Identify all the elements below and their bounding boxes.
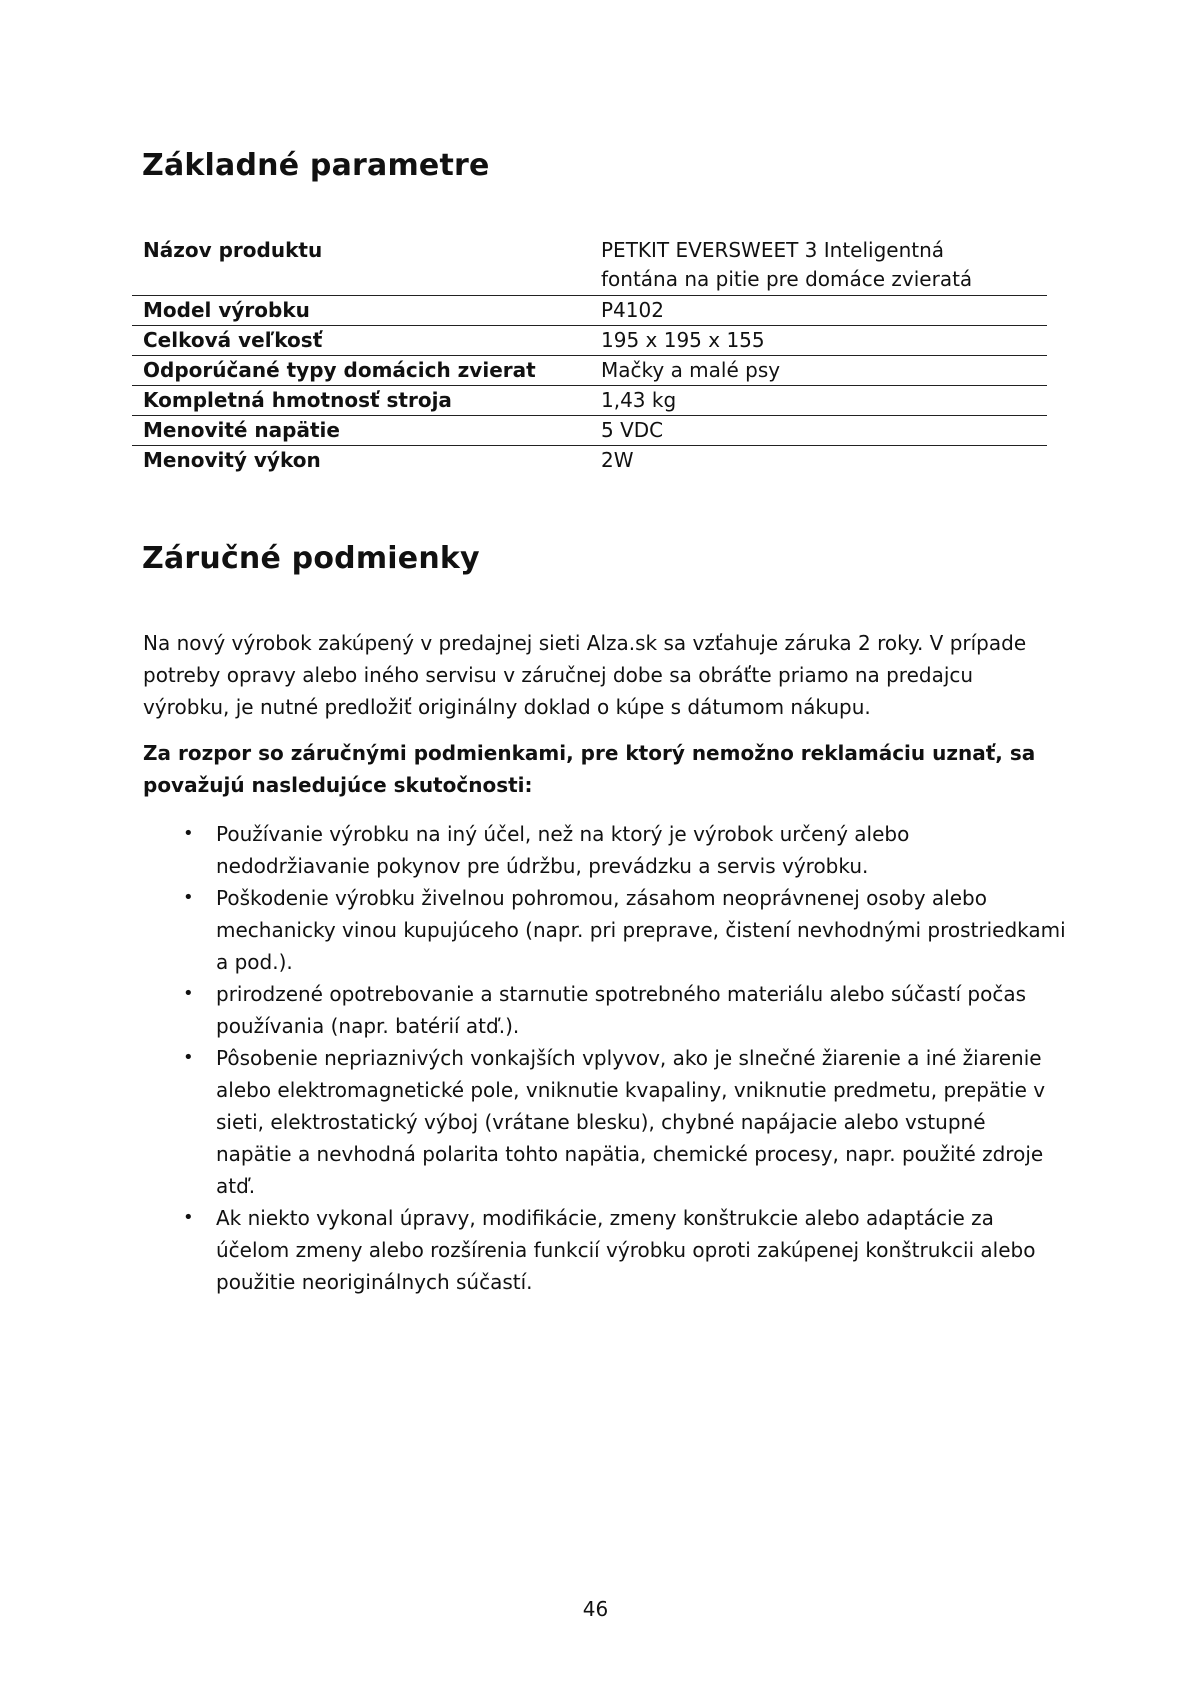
param-label: Menovitý výkon bbox=[143, 448, 321, 472]
list-item bbox=[0, 978, 1066, 1042]
section-title-parameters: Základné parametre bbox=[142, 148, 490, 183]
list-item bbox=[0, 818, 1066, 882]
list-item bbox=[0, 882, 1066, 978]
list-item-text: Používanie výrobku na iný účel, než na ktorý je výrobok určený alebo nedodržiavanie pokynov pre údržbu, prevádzku a servis výrobku. bbox=[216, 822, 910, 878]
list-item-text: Ak niekto vykonal úpravy, modifikácie, zmeny konštrukcie alebo adaptácie za účelom zmeny alebo rozšírenia funkcií výrobku oproti zakúpenej konštrukcii alebo použitie neoriginálnych súčastí. bbox=[216, 1206, 1036, 1294]
table-row bbox=[132, 446, 1047, 476]
list-item-text: prirodzené opotrebovanie a starnutie spotrebného materiálu alebo súčastí počas používania (napr. batérií atď.). bbox=[216, 982, 1027, 1038]
param-value: 195 x 195 x 155 bbox=[601, 328, 765, 352]
table-row bbox=[132, 356, 1047, 386]
param-label: Celková veľkosť bbox=[143, 328, 323, 352]
param-value: 1,43 kg bbox=[601, 388, 677, 412]
warranty-conditions-heading: Za rozpor so záručnými podmienkami, pre ktorý nemožno reklamáciu uznať, sa považujú nasledujúce skutočnosti: bbox=[143, 741, 1036, 797]
param-value: 2W bbox=[601, 448, 634, 472]
list-item bbox=[0, 1202, 1066, 1298]
param-label: Kompletná hmotnosť stroja bbox=[143, 388, 452, 412]
bullet-icon: • bbox=[183, 1047, 194, 1068]
bullet-icon: • bbox=[183, 983, 194, 1004]
bullet-icon: • bbox=[183, 887, 194, 908]
param-label: Model výrobku bbox=[143, 298, 310, 322]
list-item bbox=[0, 1042, 1066, 1202]
bullet-icon: • bbox=[183, 1207, 194, 1228]
table-row bbox=[132, 326, 1047, 356]
warranty-intro-paragraph: Na nový výrobok zakúpený v predajnej sieti Alza.sk sa vzťahuje záruka 2 roky. V prípade potreby opravy alebo iného servisu v záručnej dobe sa obráťte priamo na predajcu výrobku, je nutné predložiť originálny doklad o kúpe s dátumom nákupu. bbox=[143, 631, 1027, 719]
param-label: Názov produktu bbox=[143, 238, 323, 262]
list-item-text: Poškodenie výrobku živelnou pohromou, zásahom neoprávnenej osoby alebo mechanicky vinou kupujúceho (napr. pri preprave, čistení nevhodnými prostriedkami a pod.). bbox=[216, 886, 1066, 974]
parameters-table bbox=[132, 236, 1047, 475]
param-value: Mačky a malé psy bbox=[601, 358, 781, 382]
param-label: Odporúčané typy domácich zvierat bbox=[143, 358, 536, 382]
warranty-exclusions-list bbox=[0, 818, 1100, 1298]
param-value: 5 VDC bbox=[601, 418, 664, 442]
table-row bbox=[132, 296, 1047, 326]
param-value: P4102 bbox=[601, 298, 664, 322]
bullet-icon: • bbox=[183, 823, 194, 844]
table-row bbox=[132, 416, 1047, 446]
param-label: Menovité napätie bbox=[143, 418, 340, 442]
page-number: 46 bbox=[582, 1597, 609, 1621]
list-item-text: Pôsobenie nepriaznivých vonkajších vplyvov, ako je slnečné žiarenie a iné žiarenie alebo elektromagnetické pole, vniknutie kvapaliny, vniknutie predmetu, prepätie v sieti, elektrostatický výboj (vrátane blesku), chybné napájacie alebo vstupné napätie a nevhodná polarita tohto napätia, chemické procesy, napr. použité zdroje atď. bbox=[216, 1046, 1046, 1198]
table-row bbox=[132, 236, 1047, 296]
param-value: PETKIT EVERSWEET 3 Inteligentná fontána na pitie pre domáce zvieratá bbox=[601, 238, 973, 291]
table-row bbox=[132, 386, 1047, 416]
section-title-warranty: Záručné podmienky bbox=[142, 541, 480, 576]
